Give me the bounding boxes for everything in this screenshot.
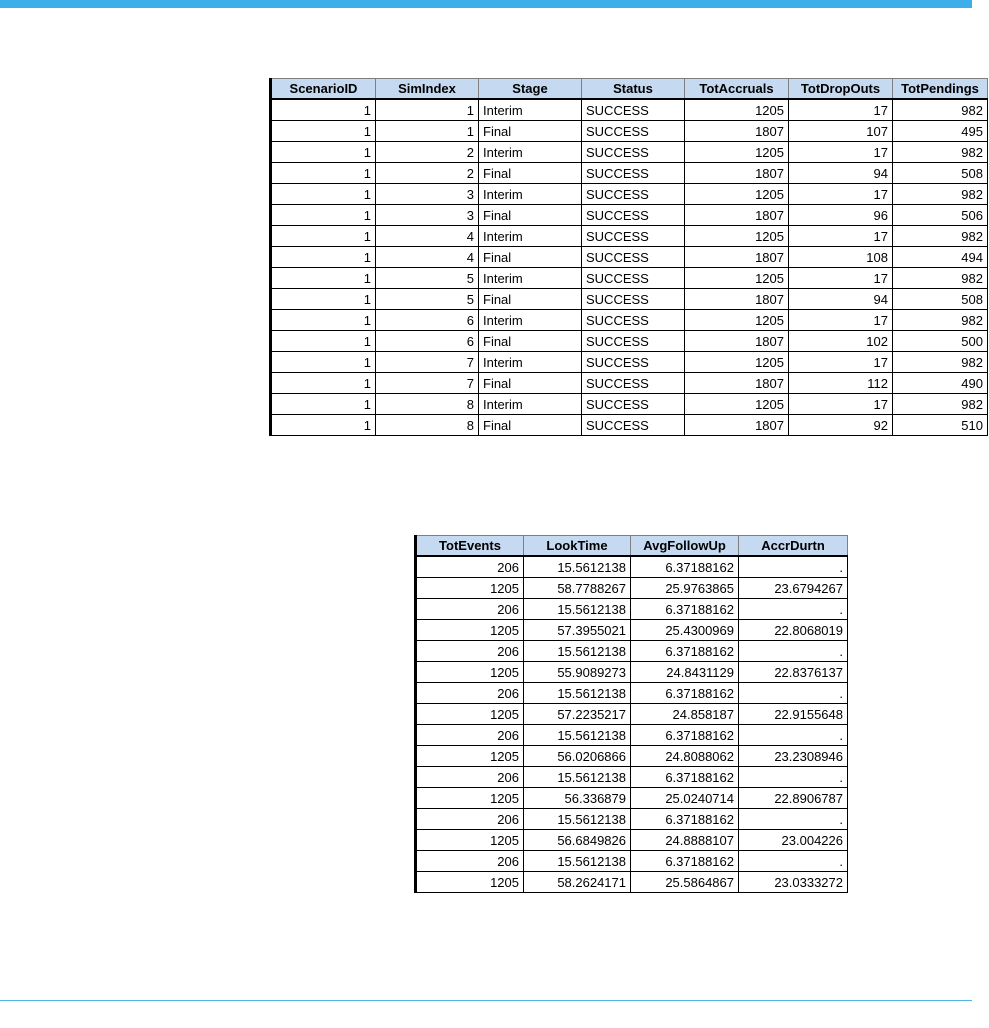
header-row xyxy=(416,536,848,557)
cell-totaccruals[interactable]: 1205 xyxy=(685,99,789,121)
cell-totaccruals[interactable]: 1205 xyxy=(685,268,789,289)
cell-simindex[interactable]: 6 xyxy=(376,310,479,331)
table-row[interactable] xyxy=(271,331,988,352)
table-row[interactable] xyxy=(271,226,988,247)
cell-totevents[interactable]: 1205 xyxy=(416,620,524,641)
cell-totdropouts[interactable]: 96 xyxy=(789,205,893,226)
cell-looktime[interactable]: 15.5612138 xyxy=(524,725,631,746)
cell-looktime[interactable]: 58.2624171 xyxy=(524,872,631,893)
cell-simindex[interactable]: 4 xyxy=(376,226,479,247)
cell-totpendings[interactable]: 982 xyxy=(893,184,988,205)
cell-scenarioid[interactable]: 1 xyxy=(271,394,376,415)
table-row[interactable] xyxy=(416,767,848,788)
cell-totpendings[interactable]: 508 xyxy=(893,289,988,310)
cell-totdropouts[interactable]: 94 xyxy=(789,289,893,310)
cell-totevents[interactable]: 1205 xyxy=(416,746,524,767)
cell-totpendings[interactable]: 982 xyxy=(893,99,988,121)
cell-totpendings[interactable]: 508 xyxy=(893,163,988,184)
cell-totpendings[interactable]: 506 xyxy=(893,205,988,226)
table-row[interactable] xyxy=(416,809,848,830)
cell-avgfollowup[interactable]: 6.37188162 xyxy=(631,767,739,788)
cell-totdropouts[interactable]: 112 xyxy=(789,373,893,394)
cell-totdropouts[interactable]: 17 xyxy=(789,99,893,121)
cell-status[interactable]: SUCCESS xyxy=(582,289,685,310)
cell-scenarioid[interactable]: 1 xyxy=(271,310,376,331)
events-followup-table xyxy=(414,535,848,893)
cell-totaccruals[interactable]: 1205 xyxy=(685,352,789,373)
cell-totaccruals[interactable]: 1205 xyxy=(685,226,789,247)
cell-totaccruals[interactable]: 1205 xyxy=(685,310,789,331)
cell-stage[interactable]: Final xyxy=(479,373,582,394)
cell-totevents[interactable]: 206 xyxy=(416,851,524,872)
cell-totdropouts[interactable]: 17 xyxy=(789,226,893,247)
cell-totevents[interactable]: 206 xyxy=(416,599,524,620)
table-row[interactable] xyxy=(416,578,848,599)
cell-totdropouts[interactable]: 17 xyxy=(789,142,893,163)
cell-stage[interactable]: Interim xyxy=(479,184,582,205)
table-row[interactable] xyxy=(271,247,988,268)
cell-simindex[interactable]: 2 xyxy=(376,142,479,163)
cell-looktime[interactable]: 15.5612138 xyxy=(524,767,631,788)
cell-avgfollowup[interactable]: 6.37188162 xyxy=(631,641,739,662)
cell-looktime[interactable]: 58.7788267 xyxy=(524,578,631,599)
cell-accrdurtn[interactable]: . xyxy=(739,725,848,746)
cell-totpendings[interactable]: 490 xyxy=(893,373,988,394)
cell-simindex[interactable]: 3 xyxy=(376,205,479,226)
cell-simindex[interactable]: 7 xyxy=(376,352,479,373)
cell-looktime[interactable]: 15.5612138 xyxy=(524,683,631,704)
cell-avgfollowup[interactable]: 6.37188162 xyxy=(631,809,739,830)
cell-scenarioid[interactable]: 1 xyxy=(271,121,376,142)
cell-avgfollowup[interactable]: 25.5864867 xyxy=(631,872,739,893)
cell-looktime[interactable]: 57.3955021 xyxy=(524,620,631,641)
cell-totaccruals[interactable]: 1205 xyxy=(685,142,789,163)
cell-totevents[interactable]: 206 xyxy=(416,767,524,788)
cell-scenarioid[interactable]: 1 xyxy=(271,205,376,226)
cell-looktime[interactable]: 57.2235217 xyxy=(524,704,631,725)
table-row[interactable] xyxy=(271,373,988,394)
cell-looktime[interactable]: 15.5612138 xyxy=(524,809,631,830)
table-row[interactable] xyxy=(416,641,848,662)
cell-status[interactable]: SUCCESS xyxy=(582,184,685,205)
cell-status[interactable]: SUCCESS xyxy=(582,373,685,394)
cell-accrdurtn[interactable]: 23.0333272 xyxy=(739,872,848,893)
cell-accrdurtn[interactable]: 22.8376137 xyxy=(739,662,848,683)
cell-avgfollowup[interactable]: 25.4300969 xyxy=(631,620,739,641)
cell-stage[interactable]: Interim xyxy=(479,394,582,415)
cell-accrdurtn[interactable]: . xyxy=(739,767,848,788)
cell-scenarioid[interactable]: 1 xyxy=(271,415,376,436)
cell-simindex[interactable]: 4 xyxy=(376,247,479,268)
column-header-totdropouts[interactable]: TotDropOuts xyxy=(789,79,893,100)
cell-totdropouts[interactable]: 107 xyxy=(789,121,893,142)
cell-simindex[interactable]: 8 xyxy=(376,394,479,415)
cell-totaccruals[interactable]: 1807 xyxy=(685,163,789,184)
table-row[interactable] xyxy=(271,289,988,310)
cell-totevents[interactable]: 1205 xyxy=(416,788,524,809)
table-row[interactable] xyxy=(416,620,848,641)
column-header-totevents[interactable]: TotEvents xyxy=(416,536,524,557)
cell-avgfollowup[interactable]: 24.8088062 xyxy=(631,746,739,767)
cell-scenarioid[interactable]: 1 xyxy=(271,99,376,121)
table-row[interactable] xyxy=(271,352,988,373)
cell-scenarioid[interactable]: 1 xyxy=(271,247,376,268)
cell-scenarioid[interactable]: 1 xyxy=(271,268,376,289)
cell-status[interactable]: SUCCESS xyxy=(582,394,685,415)
cell-accrdurtn[interactable]: . xyxy=(739,641,848,662)
table-row[interactable] xyxy=(271,99,988,121)
cell-simindex[interactable]: 2 xyxy=(376,163,479,184)
cell-totevents[interactable]: 206 xyxy=(416,725,524,746)
cell-stage[interactable]: Interim xyxy=(479,268,582,289)
cell-status[interactable]: SUCCESS xyxy=(582,99,685,121)
table-row[interactable] xyxy=(416,683,848,704)
cell-scenarioid[interactable]: 1 xyxy=(271,226,376,247)
table-row[interactable] xyxy=(416,851,848,872)
cell-avgfollowup[interactable]: 24.8431129 xyxy=(631,662,739,683)
table-row[interactable] xyxy=(416,788,848,809)
cell-simindex[interactable]: 5 xyxy=(376,268,479,289)
table-row[interactable] xyxy=(271,268,988,289)
cell-looktime[interactable]: 15.5612138 xyxy=(524,599,631,620)
cell-totaccruals[interactable]: 1807 xyxy=(685,289,789,310)
table-row[interactable] xyxy=(271,184,988,205)
cell-totpendings[interactable]: 982 xyxy=(893,352,988,373)
table-row[interactable] xyxy=(271,121,988,142)
cell-stage[interactable]: Interim xyxy=(479,99,582,121)
cell-totevents[interactable]: 206 xyxy=(416,683,524,704)
column-header-scenarioid[interactable]: ScenarioID xyxy=(271,79,376,100)
column-header-simindex[interactable]: SimIndex xyxy=(376,79,479,100)
simulation-results-table xyxy=(269,78,988,436)
cell-stage[interactable]: Final xyxy=(479,247,582,268)
cell-looktime[interactable]: 15.5612138 xyxy=(524,851,631,872)
table-row[interactable] xyxy=(271,163,988,184)
cell-stage[interactable]: Final xyxy=(479,331,582,352)
table-row[interactable] xyxy=(416,746,848,767)
cell-looktime[interactable]: 15.5612138 xyxy=(524,641,631,662)
cell-accrdurtn[interactable]: . xyxy=(739,599,848,620)
cell-accrdurtn[interactable]: 22.8906787 xyxy=(739,788,848,809)
cell-totaccruals[interactable]: 1807 xyxy=(685,247,789,268)
cell-totaccruals[interactable]: 1807 xyxy=(685,373,789,394)
cell-avgfollowup[interactable]: 24.8888107 xyxy=(631,830,739,851)
column-header-status[interactable]: Status xyxy=(582,79,685,100)
cell-totevents[interactable]: 1205 xyxy=(416,872,524,893)
column-header-accrdurtn[interactable]: AccrDurtn xyxy=(739,536,848,557)
cell-accrdurtn[interactable]: 23.004226 xyxy=(739,830,848,851)
cell-stage[interactable]: Interim xyxy=(479,142,582,163)
top-accent-bar xyxy=(0,0,972,8)
cell-totevents[interactable]: 206 xyxy=(416,556,524,578)
cell-scenarioid[interactable]: 1 xyxy=(271,331,376,352)
cell-totdropouts[interactable]: 102 xyxy=(789,331,893,352)
cell-totdropouts[interactable]: 94 xyxy=(789,163,893,184)
cell-simindex[interactable]: 6 xyxy=(376,331,479,352)
cell-stage[interactable]: Final xyxy=(479,121,582,142)
cell-totpendings[interactable]: 510 xyxy=(893,415,988,436)
cell-totaccruals[interactable]: 1807 xyxy=(685,121,789,142)
cell-totdropouts[interactable]: 17 xyxy=(789,310,893,331)
cell-avgfollowup[interactable]: 6.37188162 xyxy=(631,683,739,704)
cell-status[interactable]: SUCCESS xyxy=(582,205,685,226)
cell-avgfollowup[interactable]: 24.858187 xyxy=(631,704,739,725)
cell-totevents[interactable]: 1205 xyxy=(416,704,524,725)
cell-scenarioid[interactable]: 1 xyxy=(271,163,376,184)
table-row[interactable] xyxy=(416,599,848,620)
cell-looktime[interactable]: 56.6849826 xyxy=(524,830,631,851)
column-header-looktime[interactable]: LookTime xyxy=(524,536,631,557)
cell-scenarioid[interactable]: 1 xyxy=(271,142,376,163)
cell-status[interactable]: SUCCESS xyxy=(582,142,685,163)
table-row[interactable] xyxy=(416,662,848,683)
cell-scenarioid[interactable]: 1 xyxy=(271,352,376,373)
cell-totpendings[interactable]: 982 xyxy=(893,310,988,331)
cell-totevents[interactable]: 1205 xyxy=(416,662,524,683)
cell-avgfollowup[interactable]: 6.37188162 xyxy=(631,851,739,872)
table-row[interactable] xyxy=(416,872,848,893)
cell-avgfollowup[interactable]: 6.37188162 xyxy=(631,599,739,620)
cell-accrdurtn[interactable]: . xyxy=(739,556,848,578)
cell-stage[interactable]: Final xyxy=(479,205,582,226)
column-header-avgfollowup[interactable]: AvgFollowUp xyxy=(631,536,739,557)
cell-totpendings[interactable]: 982 xyxy=(893,394,988,415)
table-row[interactable] xyxy=(271,394,988,415)
column-header-totpendings[interactable]: TotPendings xyxy=(893,79,988,100)
table-row[interactable] xyxy=(416,556,848,578)
cell-status[interactable]: SUCCESS xyxy=(582,352,685,373)
cell-simindex[interactable]: 1 xyxy=(376,99,479,121)
cell-scenarioid[interactable]: 1 xyxy=(271,373,376,394)
cell-accrdurtn[interactable]: . xyxy=(739,683,848,704)
cell-stage[interactable]: Interim xyxy=(479,352,582,373)
table-row[interactable] xyxy=(271,142,988,163)
cell-totdropouts[interactable]: 92 xyxy=(789,415,893,436)
cell-stage[interactable]: Final xyxy=(479,415,582,436)
cell-simindex[interactable]: 1 xyxy=(376,121,479,142)
cell-stage[interactable]: Interim xyxy=(479,226,582,247)
cell-totaccruals[interactable]: 1807 xyxy=(685,331,789,352)
cell-totaccruals[interactable]: 1205 xyxy=(685,394,789,415)
cell-totdropouts[interactable]: 17 xyxy=(789,268,893,289)
cell-avgfollowup[interactable]: 25.9763865 xyxy=(631,578,739,599)
table-row[interactable] xyxy=(416,725,848,746)
cell-totdropouts[interactable]: 17 xyxy=(789,394,893,415)
cell-accrdurtn[interactable]: 22.8068019 xyxy=(739,620,848,641)
cell-totevents[interactable]: 206 xyxy=(416,809,524,830)
cell-accrdurtn[interactable]: . xyxy=(739,851,848,872)
cell-simindex[interactable]: 7 xyxy=(376,373,479,394)
table-row[interactable] xyxy=(416,830,848,851)
header-row xyxy=(271,79,988,100)
cell-accrdurtn[interactable]: 22.9155648 xyxy=(739,704,848,725)
cell-totdropouts[interactable]: 17 xyxy=(789,352,893,373)
cell-totdropouts[interactable]: 17 xyxy=(789,184,893,205)
cell-status[interactable]: SUCCESS xyxy=(582,331,685,352)
column-header-stage[interactable]: Stage xyxy=(479,79,582,100)
cell-looktime[interactable]: 55.9089273 xyxy=(524,662,631,683)
cell-totevents[interactable]: 206 xyxy=(416,641,524,662)
table-row[interactable] xyxy=(271,415,988,436)
cell-stage[interactable]: Interim xyxy=(479,310,582,331)
table-row[interactable] xyxy=(271,205,988,226)
cell-avgfollowup[interactable]: 6.37188162 xyxy=(631,725,739,746)
cell-totpendings[interactable]: 500 xyxy=(893,331,988,352)
cell-status[interactable]: SUCCESS xyxy=(582,121,685,142)
cell-scenarioid[interactable]: 1 xyxy=(271,184,376,205)
bottom-divider xyxy=(0,1000,972,1001)
cell-totpendings[interactable]: 494 xyxy=(893,247,988,268)
cell-accrdurtn[interactable]: 23.6794267 xyxy=(739,578,848,599)
cell-totpendings[interactable]: 982 xyxy=(893,226,988,247)
cell-totdropouts[interactable]: 108 xyxy=(789,247,893,268)
cell-totaccruals[interactable]: 1807 xyxy=(685,415,789,436)
cell-accrdurtn[interactable]: . xyxy=(739,809,848,830)
cell-avgfollowup[interactable]: 25.0240714 xyxy=(631,788,739,809)
cell-status[interactable]: SUCCESS xyxy=(582,268,685,289)
cell-totaccruals[interactable]: 1205 xyxy=(685,184,789,205)
column-header-totaccruals[interactable]: TotAccruals xyxy=(685,79,789,100)
cell-accrdurtn[interactable]: 23.2308946 xyxy=(739,746,848,767)
cell-scenarioid[interactable]: 1 xyxy=(271,289,376,310)
cell-totevents[interactable]: 1205 xyxy=(416,830,524,851)
cell-totpendings[interactable]: 982 xyxy=(893,142,988,163)
cell-totpendings[interactable]: 495 xyxy=(893,121,988,142)
table-row[interactable] xyxy=(416,704,848,725)
cell-totpendings[interactable]: 982 xyxy=(893,268,988,289)
cell-status[interactable]: SUCCESS xyxy=(582,415,685,436)
cell-stage[interactable]: Final xyxy=(479,289,582,310)
cell-looktime[interactable]: 56.0206866 xyxy=(524,746,631,767)
cell-status[interactable]: SUCCESS xyxy=(582,163,685,184)
cell-simindex[interactable]: 5 xyxy=(376,289,479,310)
cell-simindex[interactable]: 8 xyxy=(376,415,479,436)
cell-looktime[interactable]: 15.5612138 xyxy=(524,556,631,578)
cell-totevents[interactable]: 1205 xyxy=(416,578,524,599)
cell-simindex[interactable]: 3 xyxy=(376,184,479,205)
cell-looktime[interactable]: 56.336879 xyxy=(524,788,631,809)
cell-status[interactable]: SUCCESS xyxy=(582,226,685,247)
cell-avgfollowup[interactable]: 6.37188162 xyxy=(631,556,739,578)
cell-stage[interactable]: Final xyxy=(479,163,582,184)
cell-status[interactable]: SUCCESS xyxy=(582,247,685,268)
table-row[interactable] xyxy=(271,310,988,331)
cell-status[interactable]: SUCCESS xyxy=(582,310,685,331)
cell-totaccruals[interactable]: 1807 xyxy=(685,205,789,226)
